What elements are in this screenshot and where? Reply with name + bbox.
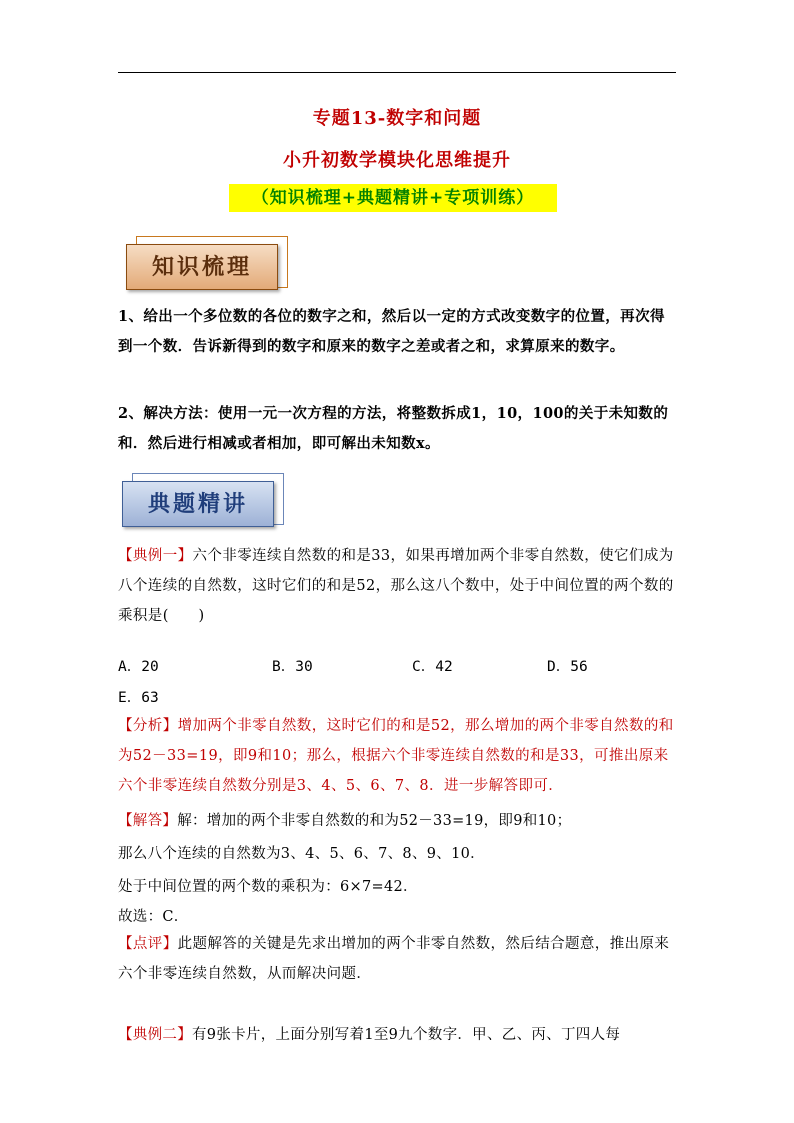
badge-label: 典题精讲	[122, 481, 274, 527]
answer-line-3: 处于中间位置的两个数的乘积为：6×7=42．	[118, 879, 418, 895]
answer-line-2: 那么八个连续的自然数为3、4、5、6、7、8、9、10．	[118, 846, 485, 862]
option-d: D．56	[547, 659, 588, 675]
example-1	[118, 541, 678, 631]
answer-line-4: 故选：C．	[118, 909, 189, 925]
badge-label: 知识梳理	[126, 244, 278, 290]
answer-tag: 【解答】	[118, 813, 178, 829]
comment	[118, 929, 678, 989]
header-rule	[118, 72, 676, 73]
comment-text: 此题解答的关键是先求出增加的两个非零自然数，然后结合题意，推出原来六个非零连续自然数，从而解决问题．	[118, 936, 670, 982]
doc-subtitle: 小升初数学模块化思维提升	[283, 150, 511, 171]
option-e: E．63	[118, 690, 159, 706]
example-2-text: 有9张卡片，上面分别写着1至9九个数字．甲、乙、丙、丁四人每	[192, 1027, 621, 1043]
comment-tag: 【点评】	[118, 936, 178, 952]
knowledge-point-1: 1、给出一个多位数的各位的数字之和，然后以一定的方式改变数字的位置，再次得到一个数．告诉新得到的数字和原来的数字之差或者之和，求算原来的数字。	[118, 308, 665, 355]
doc-tagline: （知识梳理+典题精讲+专项训练）	[229, 184, 557, 212]
doc-title: 专题13-数字和问题	[312, 108, 482, 129]
option-c: C．42	[412, 659, 453, 675]
option-a: A．20	[118, 659, 159, 675]
example-1-text: 六个非零连续自然数的和是33，如果再增加两个非零自然数，使它们成为八个连续的自然数，这时它们的和是52，那么这八个数中，处于中间位置的两个数的乘积是( )	[118, 548, 674, 624]
answer-line-1	[118, 809, 571, 830]
analysis-text: 增加两个非零自然数，这时它们的和是52，那么增加的两个非零自然数的和为52－33=19，即9和10；那么，根据六个非零连续自然数的和是33，可推出原来六个非零连续自然数分别是3、4、5、6、7、8．进一步解答即可．	[118, 718, 674, 794]
analysis	[118, 711, 678, 801]
knowledge-point-2: 2、解决方法：使用一元一次方程的方法，将整数拆成1，10，100的关于未知数的和．然后进行相减或者相加，即可解出未知数x。	[118, 405, 669, 452]
example-2-tag: 【典例二】	[118, 1027, 192, 1043]
analysis-tag: 【分析】	[118, 718, 178, 734]
example-1-tag: 【典例一】	[118, 548, 193, 564]
example-2	[118, 1023, 620, 1044]
answer-text: 解：增加的两个非零自然数的和为52－33=19，即9和10；	[177, 813, 572, 829]
option-b: B．30	[272, 659, 313, 675]
